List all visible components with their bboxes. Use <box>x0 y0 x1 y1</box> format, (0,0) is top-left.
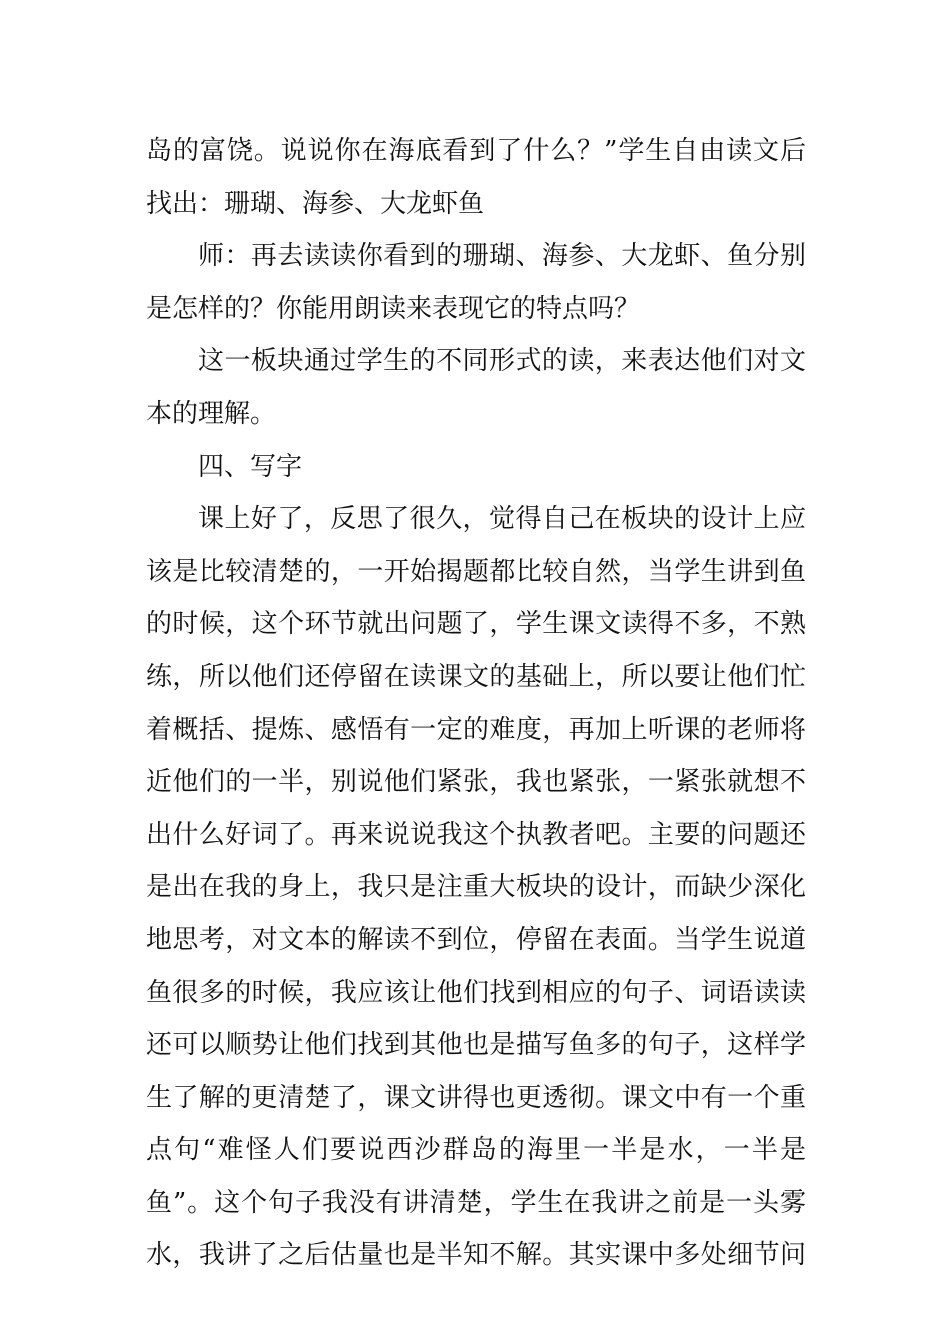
text-line: 鱼很多的时候，我应该让他们找到相应的句子、词语读读 <box>146 977 806 1008</box>
text-line: 是出在我的身上，我只是注重大板块的设计，而缺少深化 <box>146 872 806 903</box>
section-heading: 四、写字 <box>198 451 303 482</box>
text-line: 还可以顺势让他们找到其他也是描写鱼多的句子，这样学 <box>146 1030 806 1061</box>
text-line: 这一板块通过学生的不同形式的读，来表达他们对文 <box>198 346 806 377</box>
text-line: 师：再去读读你看到的珊瑚、海参、大龙虾、鱼分别 <box>198 241 806 272</box>
text-line: 是怎样的？你能用朗读来表现它的特点吗？ <box>146 293 641 324</box>
text-line: 地思考，对文本的解读不到位，停留在表面。当学生说道 <box>146 924 806 955</box>
text-line: 近他们的一半，别说他们紧张，我也紧张，一紧张就想不 <box>146 767 806 798</box>
text-line: 岛的富饶。说说你在海底看到了什么？”学生自由读文后 <box>146 136 806 166</box>
text-line: 点句“难怪人们要说西沙群岛的海里一半是水，一半是 <box>146 1135 806 1166</box>
text-line: 本的理解。 <box>146 398 277 429</box>
document-body <box>146 125 806 1282</box>
text-line: 着概括、提炼、感悟有一定的难度，再加上听课的老师将 <box>146 714 806 745</box>
text-line: 生了解的更清楚了，课文讲得也更透彻。课文中有一个重 <box>146 1082 806 1113</box>
text-line: 出什么好词了。再来说说我这个执教者吧。主要的问题还 <box>146 819 806 850</box>
text-line: 的时候，这个环节就出问题了，学生课文读得不多，不熟 <box>146 609 806 640</box>
text-line: 该是比较清楚的，一开始揭题都比较自然，当学生讲到鱼 <box>146 556 806 587</box>
text-line: 鱼”。这个句子我没有讲清楚，学生在我讲之前是一头雾 <box>146 1187 806 1218</box>
text-line: 找出：珊瑚、海参、大龙虾鱼 <box>146 188 485 219</box>
text-line: 练，所以他们还停留在读课文的基础上，所以要让他们忙 <box>146 661 806 692</box>
text-line: 水，我讲了之后估量也是半知不解。其实课中多处细节问 <box>146 1240 806 1271</box>
text-line: 课上好了，反思了很久，觉得自己在板块的设计上应 <box>198 504 806 535</box>
